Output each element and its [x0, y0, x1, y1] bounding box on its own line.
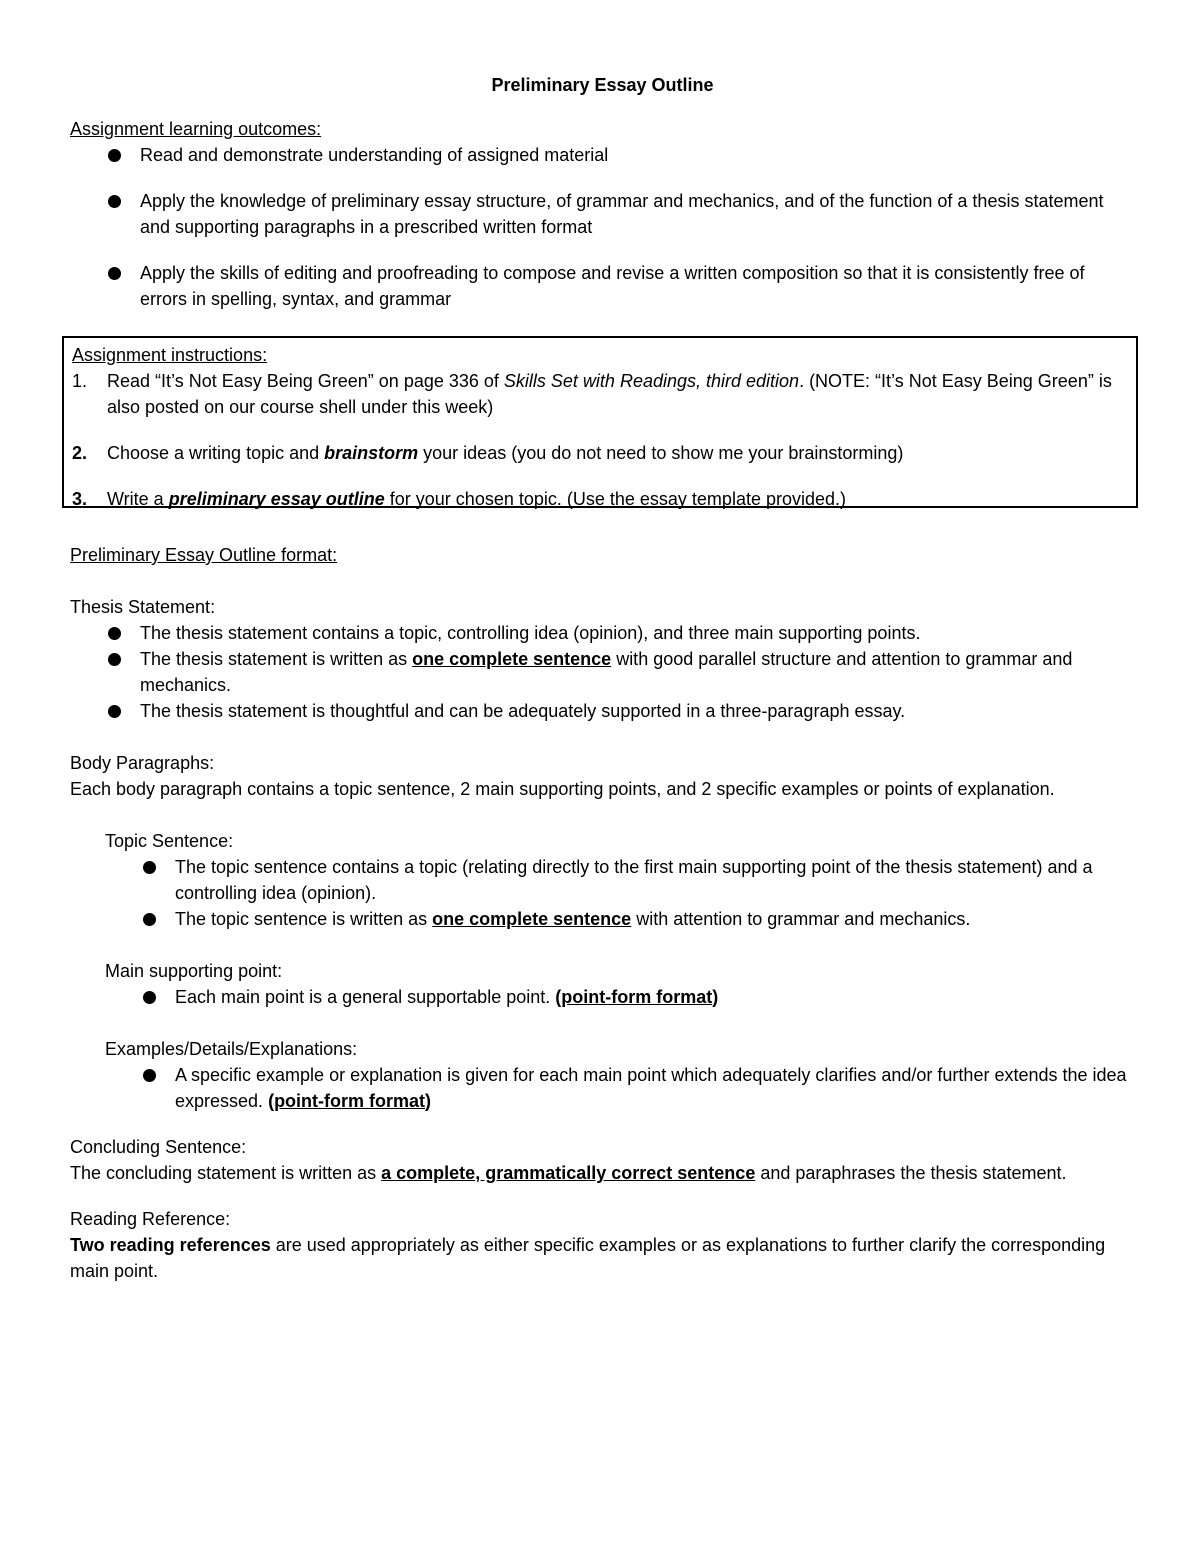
main-point-heading: Main supporting point:	[105, 961, 283, 981]
examples-list	[105, 1062, 1135, 1114]
concluding-text: The concluding statement is written as a complete, grammatically correct sentence and paraphrases the thesis statement.	[70, 1163, 1067, 1183]
instructions-heading: Assignment instructions:	[72, 345, 268, 365]
examples-heading: Examples/Details/Explanations:	[105, 1039, 358, 1059]
thesis-heading: Thesis Statement:	[70, 597, 216, 617]
topic-section	[70, 828, 1135, 1114]
list-item: The topic sentence contains a topic (relating directly to the first main supporting point of the thesis statement) and a controlling idea (opinion).	[175, 854, 1135, 906]
reading-text: Two reading references are used appropriately as either specific examples or as explanations to further clarify the corresponding main point.	[70, 1235, 1106, 1281]
list-item: Apply the skills of editing and proofreading to compose and revise a written composition so that it is consistently free of errors in spelling, syntax, and grammar	[140, 260, 1135, 312]
list-item: The thesis statement is written as one complete sentence with good parallel structure and attention to grammar and mechanics.	[140, 646, 1135, 698]
bullet-icon	[143, 913, 156, 926]
instruction-step-2: 2. Choose a writing topic and brainstorm your ideas (you do not need to show me your brainstorming)	[72, 443, 904, 463]
list-item: Each main point is a general supportable point. (point-form format)	[175, 984, 1135, 1010]
bullet-icon	[108, 705, 121, 718]
list-item: A specific example or explanation is given for each main point which adequately clarifies and/or further extends the idea expressed. (point-form format)	[175, 1062, 1135, 1114]
bullet-icon	[143, 1069, 156, 1082]
instructions-list	[72, 368, 1128, 512]
body-text: Each body paragraph contains a topic sentence, 2 main supporting points, and 2 specific examples or points of explanation.	[70, 779, 1055, 799]
main-point-list	[105, 984, 1135, 1010]
thesis-list	[70, 620, 1135, 724]
document-content	[70, 72, 1135, 1284]
bullet-icon	[108, 149, 121, 162]
concluding-heading: Concluding Sentence:	[70, 1137, 247, 1157]
bullet-icon	[143, 861, 156, 874]
bullet-icon	[108, 627, 121, 640]
body-heading: Body Paragraphs:	[70, 753, 215, 773]
bullet-icon	[108, 267, 121, 280]
topic-list	[105, 854, 1135, 932]
reading-heading: Reading Reference:	[70, 1209, 231, 1229]
format-heading: Preliminary Essay Outline format:	[70, 545, 338, 565]
instructions-box	[62, 336, 1138, 508]
book-title: Skills Set with Readings, third edition	[503, 371, 800, 391]
instruction-step-3: 3. Write a preliminary essay outline for your chosen topic. (Use the essay template provided.)	[72, 489, 847, 509]
instruction-step-1: 1. Read “It’s Not Easy Being Green” on page 336 of Skills Set with Readings, third edition. (NOTE: “It’s Not Easy Being Green” is also posted on our course shell under this week)	[72, 371, 1112, 417]
list-item: The thesis statement contains a topic, controlling idea (opinion), and three main supporting points.	[140, 620, 1135, 646]
outcomes-heading: Assignment learning outcomes:	[70, 119, 322, 139]
list-item: Apply the knowledge of preliminary essay structure, of grammar and mechanics, and of the function of a thesis statement and supporting paragraphs in a prescribed written format	[140, 188, 1135, 240]
bullet-icon	[108, 653, 121, 666]
list-item: Read and demonstrate understanding of assigned material	[140, 142, 1135, 168]
list-item: The topic sentence is written as one complete sentence with attention to grammar and mechanics.	[175, 906, 1135, 932]
document-title: Preliminary Essay Outline	[491, 75, 714, 95]
bullet-icon	[143, 991, 156, 1004]
topic-heading: Topic Sentence:	[105, 831, 234, 851]
bullet-icon	[108, 195, 121, 208]
list-item: The thesis statement is thoughtful and can be adequately supported in a three-paragraph essay.	[140, 698, 1135, 724]
outcomes-list	[70, 142, 1135, 312]
